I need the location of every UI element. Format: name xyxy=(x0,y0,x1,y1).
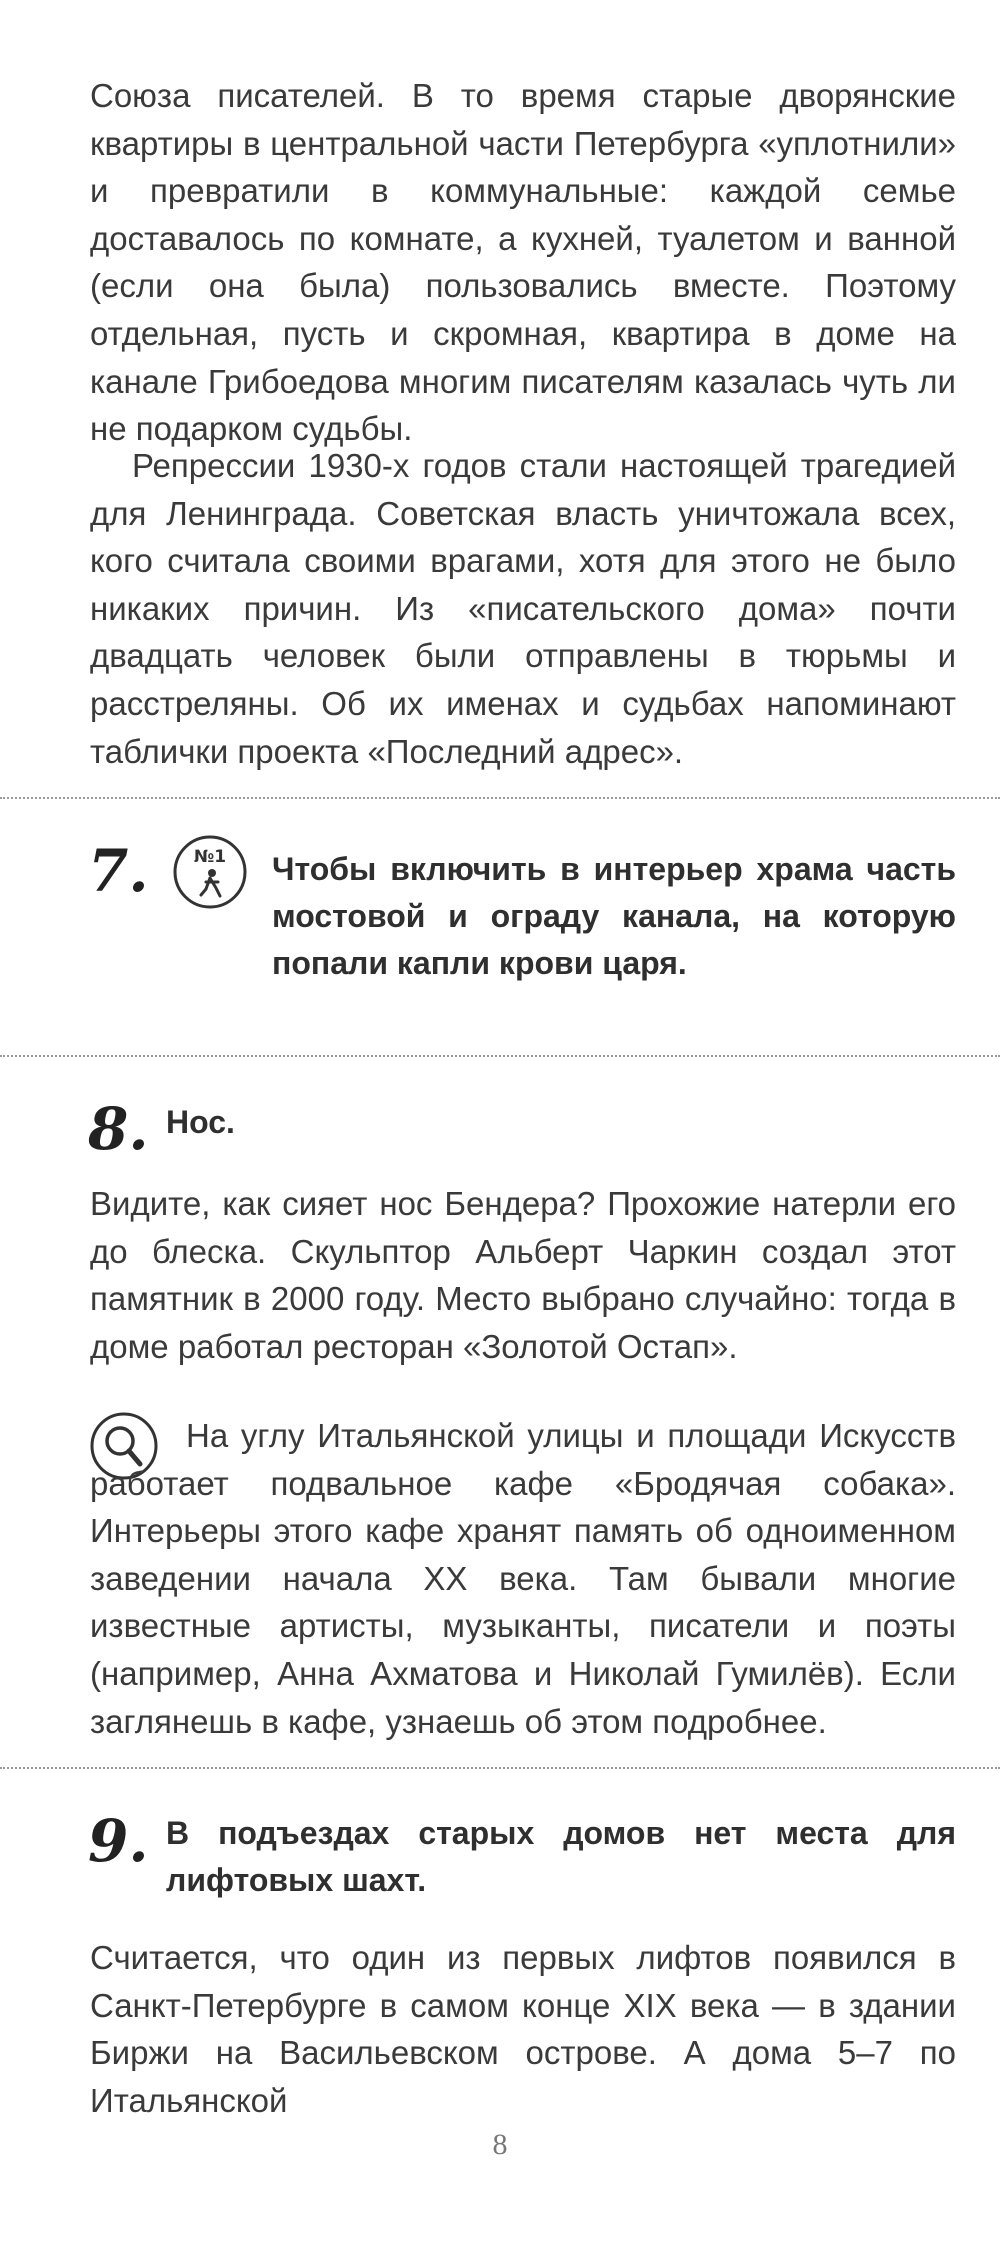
section-divider xyxy=(0,1767,1000,1769)
answer-9: В подъездах старых домов нет места для лифтовых шахт. xyxy=(166,1815,956,1898)
page-number: 8 xyxy=(492,2128,508,2161)
badge-text: №1 xyxy=(193,847,227,867)
paragraph-bender-nose: Видите, как сияет нос Бендера? Прохожие натерли его до блеска. Скульптор Альберт Чаркин создал этот памятник в 2000 году. Место выбрано случайно: тогда в доме работал ресторан «Золотой Остап». xyxy=(90,1185,956,1365)
paragraph-repressions: Репрессии 1930-х годов стали настоящей трагедией для Ленинграда. Советская власть уничтожала всех, кого считала своими врагами, хотя для этого не было никаких причин. Из «писательского дома» почти двадцать человек были отправлены в тюрьмы и расстреляны. Об их именах и судьбах напоминают таблички проекта «Последний адрес». xyxy=(90,447,956,770)
paragraph-union-of-writers: Союза писателей. В то время старые дворянские квартиры в центральной части Петербурга «уплотнили» и превратили в коммунальные: каждой семье доставалось по комнате, а кухней, туалетом и ванной (если она была) пользовались вместе. Поэтому отдельная, пусть и скромная, квартира в доме на канале Грибоедова многим писателям казалась чуть ли не подарком судьбы. xyxy=(90,77,956,448)
answer-7: Чтобы включить в интерьер храма часть мостовой и ограду канала, на которую попали капли крови царя. xyxy=(272,851,956,981)
item-number-8: 8. xyxy=(88,1095,149,1163)
task-number-badge-icon xyxy=(170,832,250,917)
answer-8: Нос. xyxy=(166,1104,235,1140)
item-number-9: 9. xyxy=(88,1807,149,1875)
item-number-7: 7. xyxy=(88,837,149,905)
paragraph-elevators: Считается, что один из первых лифтов появился в Санкт-Петербурге в самом конце XIX века — в здании Биржи на Васильевском острове. А дома 5–7 по Итальянской xyxy=(90,1939,956,2119)
section-divider xyxy=(0,797,1000,799)
section-divider xyxy=(0,1055,1000,1057)
tip-stray-dog-cafe: На углу Итальянской улицы и площади Искусств работает подвальное кафе «Бродячая собака». Интерьеры этого кафе хранят память об одноименном заведении начала XX века. Там бывали многие известные артисты, музыканты, писатели и поэты (например, Анна Ахматова и Николай Гумилёв). Если заглянешь в кафе, узнаешь об этом подробнее. xyxy=(90,1417,956,1740)
